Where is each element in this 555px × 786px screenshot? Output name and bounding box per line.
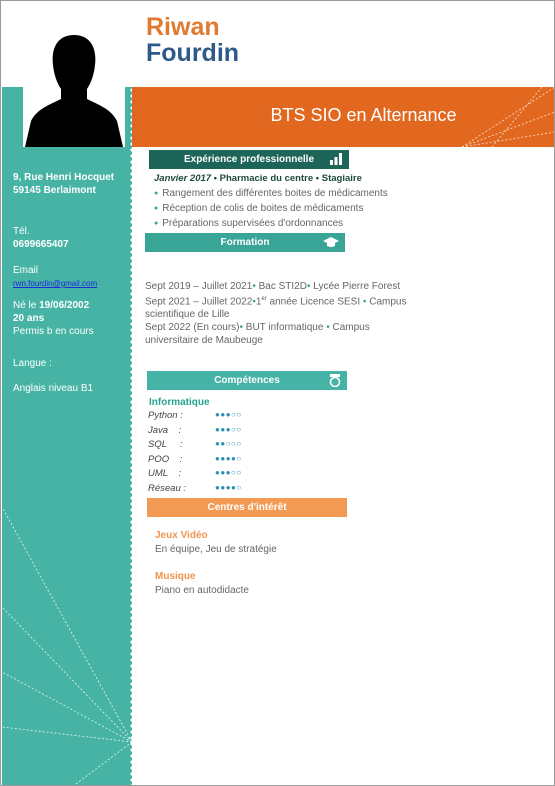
age: 20 ans	[13, 313, 45, 324]
email-block	[13, 264, 97, 290]
empty-dot: ○	[236, 439, 242, 449]
empty-dot: ○	[225, 439, 232, 449]
filled-dot: ●	[215, 424, 221, 434]
filled-dot: ●	[220, 424, 226, 434]
graduation-cap-icon	[323, 236, 339, 248]
skill-level-rating	[215, 468, 242, 477]
list-item: ● Préparations supervisées d'ordonnances	[154, 217, 388, 232]
empty-dot: ○	[236, 453, 242, 463]
skill-level-rating	[215, 410, 242, 419]
formation-entry: Sept 2019 – Juillet 2021• Bac STI2D• Lycée Pierre Forest	[145, 281, 401, 292]
filled-dot: ●	[231, 482, 237, 492]
filled-dot: ●	[220, 410, 226, 419]
skill-row	[147, 468, 267, 483]
filled-dot: ●	[215, 439, 221, 449]
filled-dot: ●	[220, 453, 226, 463]
interest-title: Jeux Vidéo	[155, 530, 208, 541]
skill-name: Réseau :	[148, 482, 187, 494]
experience-tasks	[154, 187, 388, 232]
formation-entry: Sept 2022 (En cours)• BUT informatique • Campus universitaire de Maubeuge	[145, 322, 370, 347]
formation-title: Formation	[220, 237, 270, 248]
address-line1: 9, Rue Henri Hocquet	[13, 172, 115, 183]
interest-text: En équipe, Jeu de stratégie	[155, 544, 277, 555]
banner-title: BTS SIO en Alternance	[270, 105, 457, 125]
experience-title: Expérience professionnelle	[183, 154, 315, 165]
competences-header	[147, 371, 347, 390]
filled-dot: ●	[215, 468, 221, 478]
skill-name: SQL :	[148, 439, 183, 451]
list-item: ● Réception de colis de boites de médicaments	[154, 202, 388, 217]
empty-dot: ○	[231, 468, 237, 478]
skill-level-rating	[215, 425, 242, 434]
phone-block	[13, 225, 69, 251]
filled-dot: ●	[215, 410, 221, 419]
last-name: Fourdin	[146, 39, 240, 67]
skill-row	[147, 410, 267, 425]
formation-entry: Sept 2021 – Juillet 2022•1er année Licence SESI • Campus scientifique de Lille	[145, 296, 407, 321]
email-label: Email	[13, 265, 39, 276]
skill-name: Java :	[148, 424, 182, 436]
birth-block	[13, 299, 94, 338]
filled-dot: ●	[225, 424, 232, 434]
empty-dot: ○	[236, 482, 242, 492]
competences-title: Compétences	[214, 375, 280, 386]
competence-category: Informatique	[149, 397, 210, 408]
interests-title: Centres d'intérêt	[207, 502, 287, 513]
experience-place: Pharmacie du centre	[219, 173, 314, 184]
empty-dot: ○	[236, 424, 242, 434]
license: Permis b en cours	[13, 326, 94, 337]
filled-dot: ●	[225, 482, 232, 492]
medal-icon	[329, 374, 341, 387]
filled-dot: ●	[220, 439, 226, 449]
skill-level-rating	[215, 454, 242, 463]
formation-header	[145, 233, 345, 252]
experience-role: Stagiaire	[321, 173, 362, 184]
filled-dot: ●	[215, 482, 221, 492]
person-silhouette-icon	[23, 25, 125, 147]
experience-date: Janvier 2017	[154, 173, 212, 184]
birth-date: 19/06/2002	[39, 300, 90, 311]
empty-dot: ○	[231, 410, 237, 419]
filled-dot: ●	[225, 410, 232, 419]
skills-list	[147, 410, 267, 498]
filled-dot: ●	[215, 453, 221, 463]
skill-row	[147, 439, 267, 454]
language-value: Anglais niveau B1	[13, 383, 94, 394]
phone-number: 0699665407	[13, 239, 69, 250]
address	[13, 171, 114, 197]
filled-dot: ●	[220, 482, 226, 492]
interest-title: Musique	[155, 571, 196, 582]
filled-dot: ●	[225, 453, 232, 463]
skill-name: Python :	[148, 410, 183, 421]
empty-dot: ○	[236, 468, 242, 478]
address-line2: 59145 Berlaimont	[13, 185, 96, 196]
skill-row	[147, 454, 267, 469]
empty-dot: ○	[231, 424, 237, 434]
skill-row	[147, 425, 267, 440]
skill-row	[147, 483, 267, 498]
birth-prefix: Né le	[13, 300, 40, 311]
language-label: Langue :	[13, 358, 52, 369]
experience-heading: Janvier 2017 • Pharmacie du centre • Stagiaire	[154, 173, 362, 184]
first-name: Riwan	[146, 13, 220, 41]
perforated-edge	[129, 87, 135, 786]
skill-level-rating	[215, 483, 242, 492]
list-item: ● Rangement des différentes boites de médicaments	[154, 187, 388, 202]
avatar	[23, 25, 125, 147]
filled-dot: ●	[225, 468, 232, 478]
formation-list	[145, 280, 415, 347]
filled-dot: ●	[220, 468, 226, 478]
title-banner	[132, 87, 555, 147]
skill-level-rating	[215, 439, 242, 448]
empty-dot: ○	[236, 410, 242, 419]
interests-header	[147, 498, 347, 517]
empty-dot: ○	[231, 439, 237, 449]
filled-dot: ●	[231, 453, 237, 463]
phone-label: Tél.	[13, 226, 30, 237]
experience-header	[149, 150, 349, 169]
bar-chart-icon	[329, 153, 343, 165]
interest-text: Piano en autodidacte	[155, 585, 249, 596]
skill-name: POO :	[148, 453, 183, 465]
skill-name: UML :	[148, 468, 182, 480]
email-link[interactable]: rwn.fourdin@gmail.com	[13, 279, 98, 288]
